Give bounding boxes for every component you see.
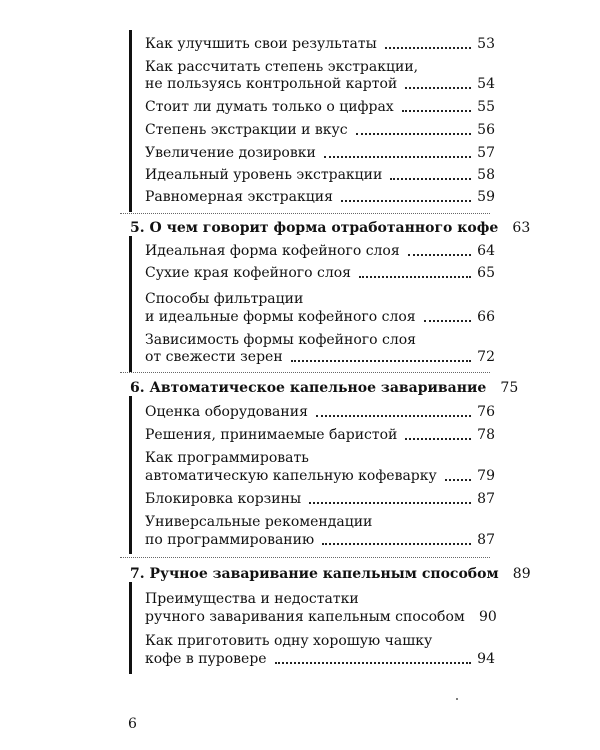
entry-page: 79 bbox=[477, 468, 495, 484]
entry-title-line: по программированию bbox=[145, 532, 315, 548]
dot-leader bbox=[341, 200, 471, 202]
entry-title-line: не пользуясь контрольной картой bbox=[145, 76, 398, 92]
entry-page: 54 bbox=[477, 76, 495, 92]
dot-leader bbox=[309, 502, 471, 504]
entry-page: 64 bbox=[477, 243, 495, 259]
chapter-heading[interactable] bbox=[130, 380, 519, 397]
dot-leader bbox=[405, 438, 471, 440]
section-divider bbox=[120, 372, 490, 373]
entry-title-line: кофе в пуровере bbox=[145, 651, 267, 667]
toc-entry[interactable] bbox=[145, 404, 495, 421]
section-bar bbox=[129, 236, 132, 372]
entry-title-line[interactable]: Как приготовить одну хорошую чашку bbox=[145, 633, 433, 649]
entry-page: 56 bbox=[477, 122, 495, 138]
dot-leader bbox=[275, 662, 471, 664]
entry-page: 78 bbox=[477, 427, 495, 443]
entry-page: 87 bbox=[477, 491, 495, 507]
entry-page: 72 bbox=[477, 349, 495, 365]
entry-title: Решения, принимаемые баристой bbox=[145, 427, 398, 443]
toc-entry[interactable] bbox=[145, 99, 495, 116]
section-divider bbox=[120, 557, 490, 558]
toc-entry[interactable] bbox=[145, 145, 495, 162]
toc-entry[interactable] bbox=[145, 189, 495, 206]
dot-leader bbox=[445, 479, 471, 481]
dot-leader bbox=[324, 156, 471, 158]
section-bar bbox=[129, 396, 132, 554]
chapter-title: Автоматическое капельное заваривание bbox=[149, 380, 487, 396]
chapter-number: 5. bbox=[130, 220, 145, 236]
dot-leader bbox=[402, 110, 471, 112]
entry-page: 58 bbox=[477, 167, 495, 183]
entry-title-line[interactable]: Зависимость формы кофейного слоя bbox=[145, 332, 416, 348]
chapter-page: 63 bbox=[512, 220, 531, 236]
entry-title: Степень экстракции и вкус bbox=[145, 122, 348, 138]
dot-leader bbox=[356, 133, 471, 135]
entry-title-line[interactable]: Способы фильтрации bbox=[145, 291, 304, 307]
toc-entry[interactable] bbox=[145, 122, 495, 139]
dot-leader bbox=[390, 178, 471, 180]
chapter-heading[interactable] bbox=[130, 566, 531, 583]
toc-entry[interactable] bbox=[145, 651, 495, 668]
entry-page: 94 bbox=[477, 651, 495, 667]
chapter-label bbox=[130, 380, 486, 397]
chapter-label bbox=[130, 566, 499, 583]
entry-page: 59 bbox=[477, 189, 495, 205]
toc-entry[interactable] bbox=[145, 243, 495, 260]
chapter-title: Ручное заваривание капельным способом bbox=[149, 566, 499, 582]
dot-leader bbox=[424, 320, 471, 322]
toc-entry[interactable] bbox=[145, 309, 495, 326]
toc-entry[interactable] bbox=[145, 532, 495, 549]
toc-entry[interactable] bbox=[145, 265, 495, 282]
entry-page: 87 bbox=[477, 532, 495, 548]
entry-title: Оценка оборудования bbox=[145, 404, 308, 420]
chapter-number: 6. bbox=[130, 380, 145, 396]
section-bar bbox=[129, 582, 132, 674]
dot-leader bbox=[322, 543, 471, 545]
entry-title: Идеальный уровень экстракции bbox=[145, 167, 383, 183]
chapter-page: 75 bbox=[500, 380, 519, 396]
entry-page: 55 bbox=[477, 99, 495, 115]
toc-entry[interactable] bbox=[145, 468, 495, 485]
entry-title: Увеличение дозировки bbox=[145, 145, 316, 161]
entry-page: 65 bbox=[477, 265, 495, 281]
dot-leader bbox=[359, 276, 471, 278]
toc-entry[interactable] bbox=[145, 76, 495, 93]
entry-title-line: автоматическую капельную кофеварку bbox=[145, 468, 437, 484]
print-speck bbox=[456, 698, 458, 700]
entry-title-line: и идеальные формы кофейного слоя bbox=[145, 309, 416, 325]
chapter-label bbox=[130, 220, 498, 237]
entry-title: Блокировка корзины bbox=[145, 491, 302, 507]
chapter-heading[interactable] bbox=[130, 220, 531, 237]
entry-title-line: от свежести зерен bbox=[145, 349, 283, 365]
entry-page: 53 bbox=[477, 36, 495, 52]
entry-page: 57 bbox=[477, 145, 495, 161]
entry-page: 90 bbox=[478, 609, 497, 625]
entry-page: 76 bbox=[477, 404, 495, 420]
section-divider bbox=[120, 213, 490, 214]
entry-page: 66 bbox=[477, 309, 495, 325]
entry-title-line[interactable]: Преимущества и недостатки bbox=[145, 591, 359, 607]
dot-leader bbox=[316, 415, 471, 417]
entry-title: Сухие края кофейного слоя bbox=[145, 265, 351, 281]
chapter-title: О чем говорит форма отработанного кофе bbox=[149, 220, 499, 236]
dot-leader bbox=[408, 254, 471, 256]
entry-title-line: ручного заваривания капельным способом bbox=[145, 609, 465, 625]
toc-entry[interactable] bbox=[145, 36, 495, 53]
toc-entry[interactable] bbox=[145, 167, 495, 184]
entry-title-line[interactable]: Универсальные рекомендации bbox=[145, 514, 373, 530]
entry-title: Равномерная экстракция bbox=[145, 189, 333, 205]
toc-entry[interactable] bbox=[145, 491, 495, 508]
section-bar bbox=[129, 30, 132, 212]
dot-leader bbox=[291, 360, 471, 362]
toc-entry[interactable] bbox=[145, 427, 495, 444]
toc-entry[interactable] bbox=[145, 349, 495, 366]
entry-title: Как улучшить свои результаты bbox=[145, 36, 377, 52]
page-number: 6 bbox=[128, 716, 137, 732]
toc-entry[interactable] bbox=[145, 609, 495, 626]
entry-title-line[interactable]: Как рассчитать степень экстракции, bbox=[145, 59, 419, 75]
entry-title: Идеальная форма кофейного слоя bbox=[145, 243, 400, 259]
entry-title-line[interactable]: Как программировать bbox=[145, 450, 309, 466]
chapter-page: 89 bbox=[512, 566, 531, 582]
entry-title: Стоит ли думать только о цифрах bbox=[145, 99, 394, 115]
chapter-number: 7. bbox=[130, 566, 145, 582]
dot-leader bbox=[405, 87, 471, 89]
dot-leader bbox=[385, 47, 471, 49]
